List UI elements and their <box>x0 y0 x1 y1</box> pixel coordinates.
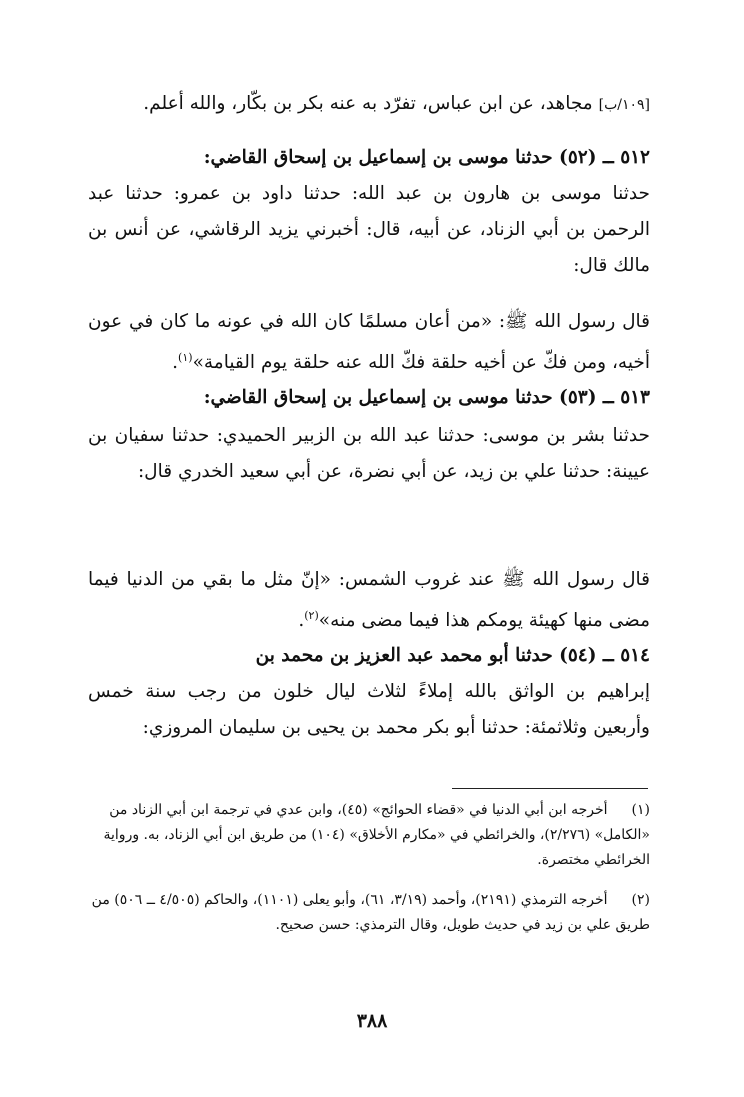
hadith-512-isnad: حدثنا موسى بن هارون بن عبد الله: حدثنا داود بن عمرو: حدثنا عبد الرحمن بن أبي الزناد، عن أبيه، قال: أخبرني يزيد الرقاشي، عن أنس بن مالك قال: <box>88 183 650 276</box>
hadith-513-text: قال رسول الله ﷺ عند غروب الشمس: «إنّ مثل ما بقي من الدنيا فيما مضى منها كهيئة يومكم هذا فيما مضى منه»$^{(٢)}$. <box>88 569 650 632</box>
page-number: ٣٨٨ <box>356 1010 388 1032</box>
hadith-514-heading: ٥١٤ ــ (٥٤) حدثنا أبو محمد عبد العزيز بن محمد بن <box>255 645 650 666</box>
hadith-512-heading: ٥١٢ ــ (٥٢) حدثنا موسى بن إسماعيل بن إسحاق القاضي: <box>203 147 650 168</box>
manuscript-folio-ref: [١٠٩/ب] <box>598 97 650 113</box>
footnote-divider <box>452 788 648 789</box>
hadith-513-isnad: حدثنا بشر بن موسى: حدثنا عبد الله بن الزبير الحميدي: حدثنا سفيان بن عيينة: حدثنا علي بن زيد، عن أبي نضرة، عن أبي سعيد الخدري قال: <box>88 425 650 482</box>
hadith-512-quote: قال رسول الله ﷺ: «من أعان مسلمًا كان الله في عونه ما كان في عون أخيه، ومن فكّ عن أخيه حلقة فكّ الله عنه حلقة يوم القيامة» <box>88 311 650 374</box>
footnote-ref-2: (٢) <box>304 609 319 622</box>
continuation-text: مجاهد، عن ابن عباس، تفرّد به عنه بكر بن بكّار، والله أعلم. <box>143 93 593 114</box>
footnote-2-number: (٢) <box>631 892 650 908</box>
footnote-2 <box>88 888 650 938</box>
hadith-513-heading: ٥١٣ ــ (٥٣) حدثنا موسى بن إسماعيل بن إسحاق القاضي: <box>203 387 650 408</box>
continuation-line <box>88 86 650 123</box>
footnote-1-text: أخرجه ابن أبي الدنيا في «قضاء الحوائج» (٤٥)، وابن عدي في ترجمة ابن أبي الزناد من «الكامل» (٢/٢٧٦)، والخرائطي في «مكارم الأخلاق» (١٠٤) من طريق ابن أبي الزناد، به. ورواية الخرائطي مختصرة. <box>103 802 650 868</box>
hadith-513-quote: قال رسول الله ﷺ عند غروب الشمس: «إنّ مثل ما بقي من الدنيا فيما مضى منها كهيئة يومكم هذا فيما مضى منه» <box>88 569 650 632</box>
footnote-ref-1: (١) <box>178 351 193 364</box>
footnote-2-text: أخرجه الترمذي (٢١٩١)، وأحمد (٣/١٩، ٦١)، وأبو يعلى (١١٠١)، والحاكم (٤/٥٠٥ ــ ٥٠٦) من طريق علي بن زيد في حديث طويل، وقال الترمذي: حسن صحيح. <box>91 892 650 933</box>
hadith-514-isnad: إبراهيم بن الواثق بالله إملاءً لثلاث ليال خلون من رجب سنة خمس وأربعين وثلاثمئة: حدثنا أبو بكر محمد بن يحيى بن سليمان المروزي: <box>88 681 650 738</box>
footnote-1-number: (١) <box>631 802 650 818</box>
footnote-1 <box>88 798 650 873</box>
hadith-512-text: قال رسول الله ﷺ: «من أعان مسلمًا كان الله في عونه ما كان في عون أخيه، ومن فكّ عن أخيه حلقة فكّ الله عنه حلقة يوم القيامة»$^{(١)}$. <box>88 311 650 374</box>
